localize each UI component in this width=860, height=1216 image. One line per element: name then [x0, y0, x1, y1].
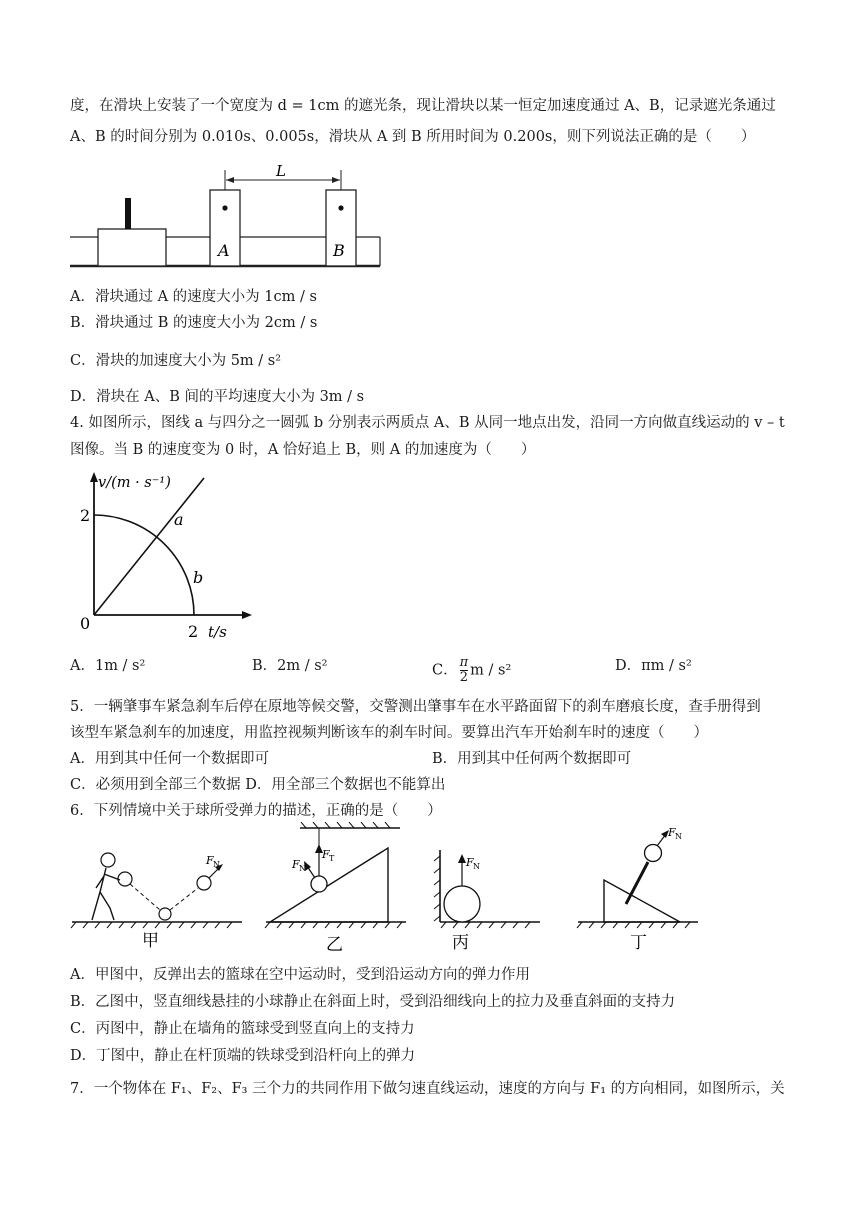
label-b: B [333, 241, 345, 260]
q6-option-d: D．丁图中，静止在杆顶端的铁球受到沿杆向上的弹力 [70, 1048, 416, 1064]
y-axis-label: v/(m · s⁻¹) [98, 475, 171, 491]
q5-stem-line-1: 5．一辆肇事车紧急刹车后停在原地等候交警，交警测出肇事车在水平路面留下的刹车磨痕长度，查手册得到 [70, 699, 761, 715]
svg-text:F: F [466, 856, 474, 869]
slider-block [98, 229, 166, 266]
q4-stem-line-1: 4. 如图所示，图线 a 与四分之一圆弧 b 分别表示两质点 A、B 从同一地点出发，沿同一方向做直线运动的 v – t [70, 415, 785, 431]
svg-text:N: N [473, 862, 480, 871]
label-a: A [218, 241, 230, 260]
label-yi: 乙 [326, 935, 343, 955]
frac-num: π [459, 655, 469, 670]
q3-stem-line-2: A、B 的时间分别为 0.010s、0.005s，滑块从 A 到 B 所用时间为 0.200s，则下列说法正确的是（ ） [70, 129, 756, 145]
q7-stem-line-1: 7．一个物体在 F₁、F₂、F₃ 三个力的共同作用下做匀速直线运动，速度的方向与 F₁ 的方向相同，如图所示，关 [70, 1081, 785, 1097]
svg-text:N: N [213, 860, 220, 869]
label-a: a [174, 510, 184, 529]
q5-stem-line-2: 该型车紧急刹车的加速度，用监控视频判断该车的刹车时间。要算出汽车开始刹车时的速度（ ） [70, 725, 708, 741]
q6-option-a: A．甲图中，反弹出去的篮球在空中运动时，受到沿运动方向的弹力作用 [70, 967, 530, 983]
q3-option-d: D．滑块在 A、B 间的平均速度大小为 3m / s [70, 389, 365, 405]
q4-option-a: A．1m / s² [70, 658, 146, 674]
svg-text:F: F [206, 854, 214, 867]
q4-option-b: B．2m / s² [252, 658, 328, 674]
origin-label: 0 [80, 614, 91, 633]
q4-option-c: C． $\frac{\pi}{2}$ m / s² [432, 655, 512, 685]
q6-option-c: C．丙图中，静止在墙角的篮球受到竖直向上的支持力 [70, 1021, 415, 1037]
q6-option-b: B．乙图中，竖直细线悬挂的小球静止在斜面上时，受到沿细线向上的拉力及垂直斜面的支持力 [70, 994, 676, 1010]
q5-option-b: B．用到其中任何两个数据即可 [432, 751, 632, 767]
shading-strip [125, 198, 131, 229]
x-tick-2: 2 [188, 622, 199, 641]
q3-air-track-figure [66, 160, 386, 272]
figure-ding [577, 826, 698, 953]
label-ding: 丁 [630, 933, 647, 953]
q4-option-d: D．πm / s² [615, 658, 692, 674]
svg-text:F: F [322, 848, 330, 861]
figure-bing [434, 850, 540, 953]
label-jia: 甲 [142, 931, 159, 951]
svg-text:F: F [292, 858, 300, 871]
svg-text:T: T [329, 854, 335, 863]
q4-stem-line-2: 图像。当 B 的速度变为 0 时，A 恰好追上 B，则 A 的加速度为（ ） [70, 442, 536, 458]
q3-option-c: C．滑块的加速度大小为 5m / s² [70, 353, 282, 369]
q5-option-cd: C．必须用到全部三个数据 D．用全部三个数据也不能算出 [70, 777, 446, 793]
frac-den: 2 [459, 670, 469, 685]
q3-stem-line-1: 度，在滑块上安装了一个宽度为 d = 1cm 的遮光条，现让滑块以某一恒定加速度通过 A、B，记录遮光条通过 [70, 98, 776, 114]
q6-stem: 6．下列情境中关于球所受弹力的描述，正确的是（ ） [70, 803, 442, 819]
label-bing: 丙 [452, 933, 469, 953]
label-b: b [193, 568, 204, 587]
svg-text:N: N [675, 832, 682, 841]
svg-text:F: F [668, 826, 676, 839]
x-axis-label: t/s [208, 623, 227, 641]
label-l: L [276, 162, 286, 180]
line-a [94, 478, 204, 615]
arc-b [94, 515, 194, 615]
figure-yi [265, 822, 406, 955]
figure-jia [71, 853, 242, 951]
q3-option-a: A．滑块通过 A 的速度大小为 1cm / s [70, 289, 317, 305]
q5-option-a: A．用到其中任何一个数据即可 [70, 751, 269, 767]
svg-text:N: N [299, 864, 306, 873]
q6-figures [70, 822, 720, 958]
q4-vt-graph [70, 465, 260, 645]
q3-option-b: B．滑块通过 B 的速度大小为 2cm / s [70, 315, 318, 331]
y-tick-2: 2 [80, 506, 91, 525]
